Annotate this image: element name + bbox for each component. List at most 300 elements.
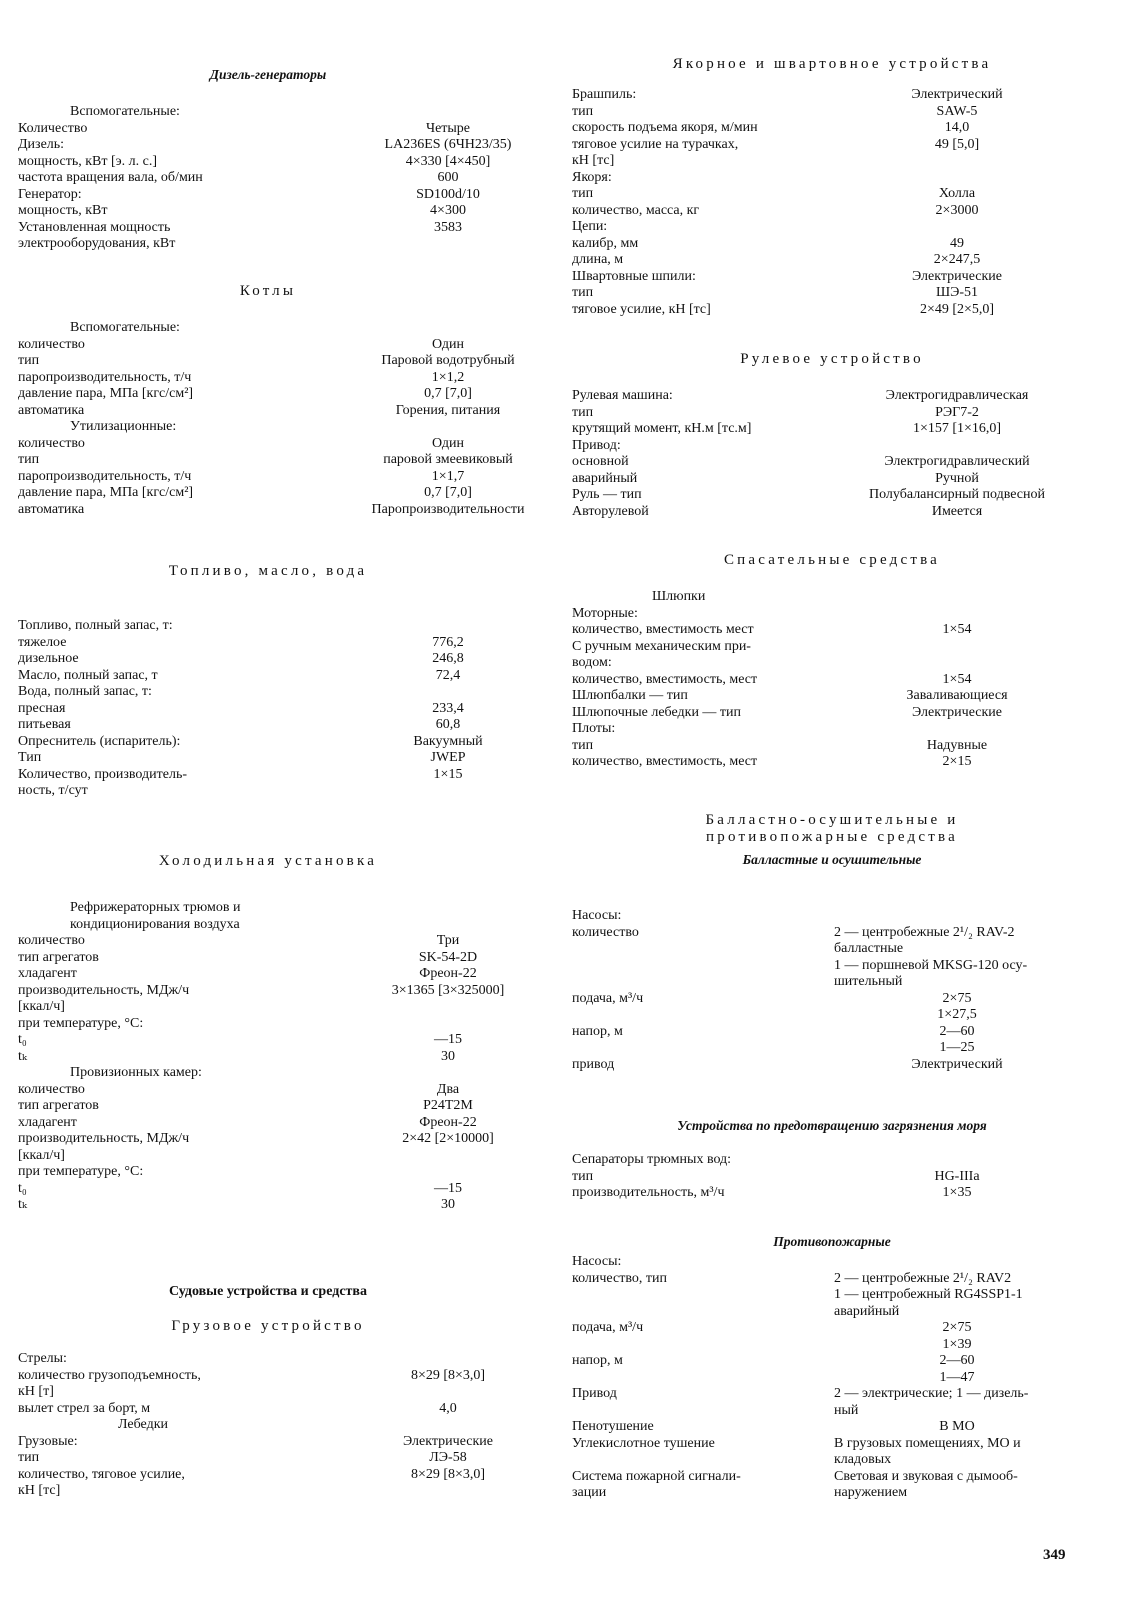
spec-label: тип — [572, 186, 594, 201]
spec-row — [18, 104, 518, 121]
spec-label: тяжелое — [18, 634, 67, 650]
spec-value: РЭГ7-2 — [935, 404, 979, 420]
spec-row — [572, 1024, 1092, 1041]
steering-title: Рулевое устройство — [740, 351, 924, 367]
boilers-title: Котлы — [239, 283, 297, 299]
spec-row — [572, 203, 1092, 220]
spec-row — [572, 1185, 1092, 1202]
spec-row — [18, 1016, 518, 1033]
spec-label: Количество — [18, 120, 88, 136]
spec-row — [572, 405, 1092, 422]
spec-value: 60,8 — [435, 717, 461, 732]
spec-row — [18, 1351, 518, 1368]
spec-row — [18, 1049, 518, 1066]
spec-value: Вакуумный — [413, 733, 483, 749]
spec-value: —15 — [434, 1032, 462, 1047]
spec-row — [572, 941, 1092, 958]
spec-row — [18, 1082, 518, 1099]
spec-value: 1×157 [1×16,0] — [912, 421, 1002, 436]
spec-label: электрооборудования, кВт — [18, 236, 176, 251]
spec-label: частота вращения вала, об/мин — [18, 170, 203, 185]
spec-label: Вода, полный запас, т: — [18, 684, 152, 699]
spec-value: 30 — [441, 1197, 455, 1212]
spec-value: Электрические — [403, 1433, 493, 1449]
spec-value: 1×27,5 — [937, 1007, 977, 1022]
spec-row — [18, 635, 518, 652]
spec-row — [572, 153, 1092, 170]
spec-label: при температуре, °С: — [18, 1164, 144, 1179]
spec-value: 4×330 [4×450] — [405, 153, 491, 169]
spec-value: Заваливающиеся — [906, 688, 1008, 703]
cargo-section — [18, 1318, 518, 1500]
spec-row — [18, 999, 518, 1016]
spec-value: 1 — центробежный RG4SSP1-1 — [834, 1287, 1023, 1302]
fire-subtitle: Противопожарные — [773, 1234, 891, 1249]
spec-row — [18, 187, 518, 204]
spec-row — [572, 471, 1092, 488]
spec-label: количество — [18, 336, 85, 352]
spec-row — [18, 353, 518, 370]
spec-row — [572, 269, 1092, 286]
spec-value: 8×29 [8×3,0] — [410, 1367, 486, 1383]
spec-label: количество, тип — [572, 1270, 667, 1286]
spec-label: производительность, м³/ч — [572, 1185, 725, 1200]
cargo-rows — [18, 1351, 518, 1500]
spec-label: питьевая — [18, 717, 71, 732]
spec-label: тип — [572, 404, 594, 420]
spec-value: SK-54-2D — [418, 949, 478, 965]
spec-value: Электрический — [911, 1056, 1003, 1072]
spec-row — [18, 1197, 518, 1214]
spec-value: 2×3000 — [935, 202, 979, 218]
diesel-title: Дизель-генераторы — [209, 67, 327, 82]
spec-row — [572, 1040, 1092, 1057]
spec-row — [18, 121, 518, 138]
spec-row — [572, 991, 1092, 1008]
spec-label: Якоря: — [572, 169, 612, 185]
spec-label: Пенотушение — [572, 1419, 654, 1434]
spec-row — [572, 1007, 1092, 1024]
spec-label: ность, т/сут — [18, 783, 88, 798]
spec-row — [572, 252, 1092, 269]
spec-value: 3×1365 [3×325000] — [391, 982, 505, 998]
spec-value: Электрогидравлическая — [885, 388, 1029, 403]
spec-label: давление пара, МПа [кгс/см²] — [18, 386, 194, 401]
spec-label: Генератор: — [18, 186, 82, 202]
spec-value: 600 — [437, 170, 459, 185]
spec-label: кН [тс] — [18, 1483, 61, 1498]
spec-value: Фреон-22 — [419, 966, 477, 981]
spec-value: 14,0 — [944, 120, 970, 135]
spec-label: Топливо, полный запас, т: — [18, 618, 173, 633]
spec-label: тип — [18, 1450, 40, 1465]
spec-label: количество — [18, 435, 85, 451]
spec-row — [572, 908, 1092, 925]
spec-label: Руль — тип — [572, 487, 642, 502]
spec-label: кондиционирования воздуха — [70, 916, 240, 932]
spec-row — [18, 1115, 518, 1132]
spec-label: хладагент — [18, 1114, 77, 1130]
spec-row — [572, 388, 1092, 405]
spec-row — [18, 618, 518, 635]
cargo-title: Грузовое устройство — [171, 1318, 365, 1334]
spec-row — [18, 337, 518, 354]
spec-value: Паровой водотрубный — [381, 353, 515, 368]
spec-label: Шлюпбалки — тип — [572, 688, 688, 703]
spec-label: Шлюпочные лебедки — тип — [572, 704, 742, 720]
spec-label: подача, м³/ч — [572, 990, 644, 1006]
spec-value: 233,4 — [432, 700, 464, 716]
spec-label: Сепараторы трюмных вод: — [572, 1152, 732, 1167]
spec-value: Электрические — [912, 704, 1002, 720]
spec-row — [18, 1467, 518, 1484]
spec-row — [572, 1254, 1092, 1271]
spec-value: 2 — электрические; 1 — дизель- — [834, 1386, 1029, 1401]
spec-label: количество — [18, 1081, 85, 1097]
spec-value: Электрический — [911, 87, 1003, 102]
ship-devices-section — [18, 1284, 518, 1300]
spec-value: 0,7 [7,0] — [424, 386, 472, 401]
spec-row — [572, 606, 1092, 623]
spec-row — [572, 186, 1092, 203]
spec-row — [18, 1065, 518, 1082]
spec-value: Фреон-22 — [419, 1114, 477, 1130]
fuel-section — [18, 563, 518, 800]
spec-value: ный — [834, 1402, 859, 1418]
ballast-title-2: противопожарные средства — [706, 829, 958, 845]
spec-value: Паропроизводительности — [371, 501, 525, 517]
spec-label: автоматика — [18, 501, 85, 517]
spec-row — [572, 1419, 1092, 1436]
spec-row — [18, 403, 518, 420]
spec-value: Электрогидравлический — [884, 454, 1030, 469]
spec-value: кладовых — [834, 1452, 892, 1467]
spec-label: тип — [572, 1168, 594, 1184]
spec-value: Полубалансирный подвесной — [869, 487, 1045, 502]
spec-row — [18, 900, 518, 917]
spec-label: дизельное — [18, 651, 79, 666]
spec-value: 2×247,5 — [933, 252, 981, 267]
spec-label: длина, м — [572, 252, 624, 267]
lifesaving-title: Спасательные средства — [723, 552, 941, 568]
diesel-rows — [18, 104, 518, 253]
spec-value: 2×15 — [942, 754, 972, 769]
spec-row — [572, 104, 1092, 121]
spec-value: шительный — [834, 974, 903, 989]
spec-row — [18, 783, 518, 800]
boilers-section — [18, 283, 525, 518]
spec-label: паропроизводительность, т/ч — [18, 369, 192, 385]
spec-label: мощность, кВт [э. л. с.] — [18, 153, 157, 169]
spec-label: при температуре, °С: — [18, 1015, 144, 1031]
spec-value: Два — [436, 1081, 460, 1097]
spec-row — [18, 1164, 518, 1181]
spec-row — [572, 1304, 1092, 1321]
lifesaving-section — [572, 552, 1092, 771]
spec-row — [572, 454, 1092, 471]
spec-row — [572, 1469, 1092, 1486]
spec-value: P24T2M — [423, 1098, 473, 1113]
diesel-section — [18, 67, 518, 253]
spec-row — [572, 120, 1092, 137]
spec-row — [572, 1320, 1092, 1337]
spec-label: Дизель: — [18, 137, 65, 152]
spec-label: количество, масса, кг — [572, 202, 700, 218]
spec-row — [18, 452, 518, 469]
spec-value: аварийный — [834, 1303, 900, 1319]
spec-label: производительность, МДж/ч — [18, 982, 190, 998]
spec-value: 49 [5,0] — [934, 136, 980, 152]
spec-label: Масло, полный запас, т — [18, 667, 158, 683]
spec-row — [18, 501, 525, 519]
spec-label: Моторные: — [572, 605, 638, 621]
spec-value: 0,7 [7,0] — [424, 485, 472, 500]
spec-value: JWEP — [430, 750, 466, 765]
spec-label: напор, м — [572, 1023, 623, 1039]
spec-label: зации — [572, 1485, 607, 1500]
spec-row — [18, 386, 518, 403]
fridge-rows — [18, 900, 518, 1214]
spec-label: тип — [572, 285, 594, 300]
spec-row — [18, 1401, 518, 1418]
spec-row — [18, 717, 518, 734]
spec-row — [572, 974, 1092, 991]
spec-label: количество — [572, 924, 639, 940]
spec-row — [18, 236, 518, 253]
spec-row — [18, 220, 518, 237]
spec-label: Провизионных камер: — [70, 1065, 202, 1080]
spec-label: крутящий момент, кН.м [тс.м] — [572, 421, 752, 436]
spec-value: 1×1,2 — [431, 369, 465, 385]
spec-row — [18, 651, 518, 668]
spec-label: Брашпиль: — [572, 87, 637, 102]
spec-row — [572, 1169, 1092, 1186]
spec-value: Один — [431, 435, 465, 451]
spec-row — [572, 170, 1092, 187]
spec-row — [572, 487, 1092, 504]
spec-label: Система пожарной сигнали- — [572, 1468, 741, 1484]
spec-label: тип — [572, 737, 594, 753]
spec-label: тяговое усилие, кН [тс] — [572, 301, 711, 317]
spec-row — [18, 1417, 518, 1434]
spec-row — [572, 1152, 1092, 1169]
spec-label: тип — [18, 452, 40, 467]
ship-devices-title: Судовые устройства и средства — [169, 1284, 367, 1299]
spec-row — [18, 320, 518, 337]
spec-value: 2—60 — [939, 1353, 975, 1368]
spec-value: наружением — [834, 1485, 908, 1500]
spec-label: Тип — [18, 750, 42, 765]
spec-value: 1×1,7 — [431, 468, 465, 484]
spec-row — [572, 1353, 1092, 1370]
spec-row — [572, 1057, 1092, 1074]
spec-value: Надувные — [926, 737, 988, 753]
spec-label: привод — [572, 1056, 615, 1072]
spec-value: 2×42 [2×10000] — [402, 1131, 494, 1146]
spec-label: t₀ — [18, 1032, 27, 1047]
spec-value: Холла — [938, 186, 976, 201]
spec-label: вылет стрел за борт, м — [18, 1400, 151, 1416]
steering-section — [572, 351, 1092, 520]
spec-label: тип — [572, 103, 594, 119]
ballast-section — [572, 812, 1092, 1073]
spec-label: производительность, МДж/ч — [18, 1131, 190, 1146]
spec-value: 1—47 — [939, 1369, 975, 1385]
spec-row — [572, 236, 1092, 253]
spec-row — [572, 1370, 1092, 1387]
spec-label: Насосы: — [572, 1254, 622, 1269]
spec-label: кН [т] — [18, 1384, 54, 1399]
page-number: 349 — [1043, 1547, 1066, 1563]
spec-row — [572, 721, 1092, 738]
spec-label: количество, вместимость, мест — [572, 671, 758, 687]
fuel-title: Топливо, масло, вода — [168, 563, 368, 579]
spec-label: Привод: — [572, 437, 621, 453]
spec-row — [18, 701, 518, 718]
spec-value: 49 — [950, 235, 964, 251]
spec-value: 1×54 — [942, 671, 972, 687]
spec-label: калибр, мм — [572, 235, 639, 251]
spec-row — [18, 983, 518, 1000]
spec-row — [572, 219, 1092, 236]
fridge-title: Холодильная установка — [158, 853, 378, 869]
spec-row — [572, 1436, 1092, 1453]
spec-label: Насосы: — [572, 908, 622, 923]
spec-label: Привод — [572, 1386, 617, 1401]
spec-label: паропроизводительность, т/ч — [18, 468, 192, 484]
spec-value: ЛЭ-58 — [429, 1450, 467, 1465]
spec-row — [572, 672, 1092, 689]
spec-value: LA236ES (6ЧН23/35) — [384, 137, 512, 152]
spec-value: 1—25 — [939, 1040, 975, 1055]
spec-label: аварийный — [572, 470, 638, 486]
spec-label: тип агрегатов — [18, 949, 99, 965]
spec-row — [572, 1485, 1092, 1502]
spec-row — [18, 750, 518, 767]
spec-label: Грузовые: — [18, 1433, 78, 1449]
spec-label: пресная — [18, 700, 66, 716]
spec-label: количество, вместимость, мест — [572, 754, 758, 769]
spec-row — [18, 170, 518, 187]
spec-label: мощность, кВт — [18, 203, 108, 218]
spec-row — [18, 1131, 518, 1148]
spec-label: тяговое усилие на турачках, — [572, 136, 739, 152]
spec-value: 4,0 — [439, 1400, 457, 1416]
spec-label: [ккал/ч] — [18, 999, 65, 1014]
pollution-section — [572, 1118, 1092, 1202]
spec-row — [18, 419, 518, 436]
spec-value: 2 — центробежные 2¹/₂ RAV2 — [834, 1270, 1012, 1286]
fuel-rows — [18, 618, 518, 800]
spec-label: Швартовные шпили: — [572, 268, 696, 284]
spec-value: ШЭ-51 — [935, 285, 979, 300]
spec-row — [18, 917, 518, 934]
spec-label: tₖ — [18, 1048, 27, 1064]
spec-row — [18, 154, 518, 171]
spec-value: 3583 — [434, 219, 462, 235]
boilers-rows — [18, 320, 525, 518]
spec-row — [572, 285, 1092, 302]
spec-row — [18, 1483, 518, 1500]
spec-label: Плоты: — [572, 721, 616, 736]
spec-label: кН [тс] — [572, 153, 615, 168]
spec-value: —15 — [434, 1180, 462, 1196]
spec-row — [572, 925, 1092, 942]
spec-row — [572, 504, 1092, 521]
spec-value: 2×75 — [942, 990, 972, 1006]
spec-value: В МО — [939, 1419, 975, 1434]
spec-row — [572, 1337, 1092, 1354]
spec-value: 1×39 — [942, 1336, 972, 1352]
spec-value: Три — [436, 933, 460, 948]
fire-section — [572, 1234, 1092, 1502]
spec-row — [18, 370, 518, 387]
spec-label: Вспомогательные: — [70, 320, 180, 335]
spec-row — [18, 1368, 518, 1385]
spec-row — [18, 734, 518, 751]
pollution-rows — [572, 1152, 1092, 1202]
spec-value: 2—60 — [939, 1023, 975, 1039]
spec-label: давление пара, МПа [кгс/см²] — [18, 485, 194, 500]
spec-label: подача, м³/ч — [572, 1320, 644, 1335]
spec-label: хладагент — [18, 966, 77, 981]
spec-value: Четыре — [425, 120, 471, 136]
spec-label: тип — [18, 353, 40, 368]
anchor-section — [572, 56, 1092, 318]
spec-label: Опреснитель (испаритель): — [18, 733, 181, 749]
spec-row — [572, 1386, 1092, 1403]
spec-row — [18, 203, 518, 220]
spec-value: В грузовых помещениях, МО и — [834, 1435, 1021, 1451]
spec-label: количество — [18, 933, 85, 948]
spec-label: Рефрижераторных трюмов и — [70, 900, 241, 915]
spec-label: Стрелы: — [18, 1351, 67, 1366]
spec-label: основной — [572, 454, 629, 469]
spec-label: t₀ — [18, 1180, 27, 1196]
spec-value: 4×300 — [430, 203, 466, 218]
spec-row — [572, 738, 1092, 755]
spec-label: скорость подъема якоря, м/мин — [572, 120, 758, 135]
spec-label: напор, м — [572, 1353, 623, 1368]
spec-row — [572, 438, 1092, 455]
spec-label: Авторулевой — [572, 503, 649, 519]
steering-rows — [572, 388, 1092, 520]
fire-rows — [572, 1254, 1092, 1502]
spec-label: Рулевая машина: — [572, 388, 673, 403]
spec-label: количество грузоподъемность, — [18, 1367, 201, 1383]
ballast-title-1: Балластно-осушительные и — [705, 812, 959, 828]
spec-label: водом: — [572, 655, 612, 670]
spec-value: Имеется — [931, 503, 983, 519]
spec-value: SAW-5 — [936, 103, 978, 119]
spec-value: 1 — поршневой MKSG-120 осу- — [834, 957, 1028, 973]
spec-row — [18, 469, 518, 486]
spec-row — [572, 1403, 1092, 1420]
spec-value: Электрические — [912, 268, 1002, 284]
spec-row — [18, 1434, 518, 1451]
spec-label: тип агрегатов — [18, 1098, 99, 1113]
spec-row — [18, 1148, 518, 1165]
spec-row — [18, 668, 518, 685]
spec-row — [18, 1181, 518, 1198]
pollution-subtitle: Устройства по предотвращению загрязнения моря — [677, 1118, 987, 1133]
spec-label: Углекислотное тушение — [572, 1435, 715, 1451]
spec-row — [18, 137, 518, 154]
spec-row — [572, 1271, 1092, 1288]
spec-row — [572, 1452, 1092, 1469]
spec-row — [18, 1450, 518, 1467]
spec-row — [572, 87, 1092, 104]
